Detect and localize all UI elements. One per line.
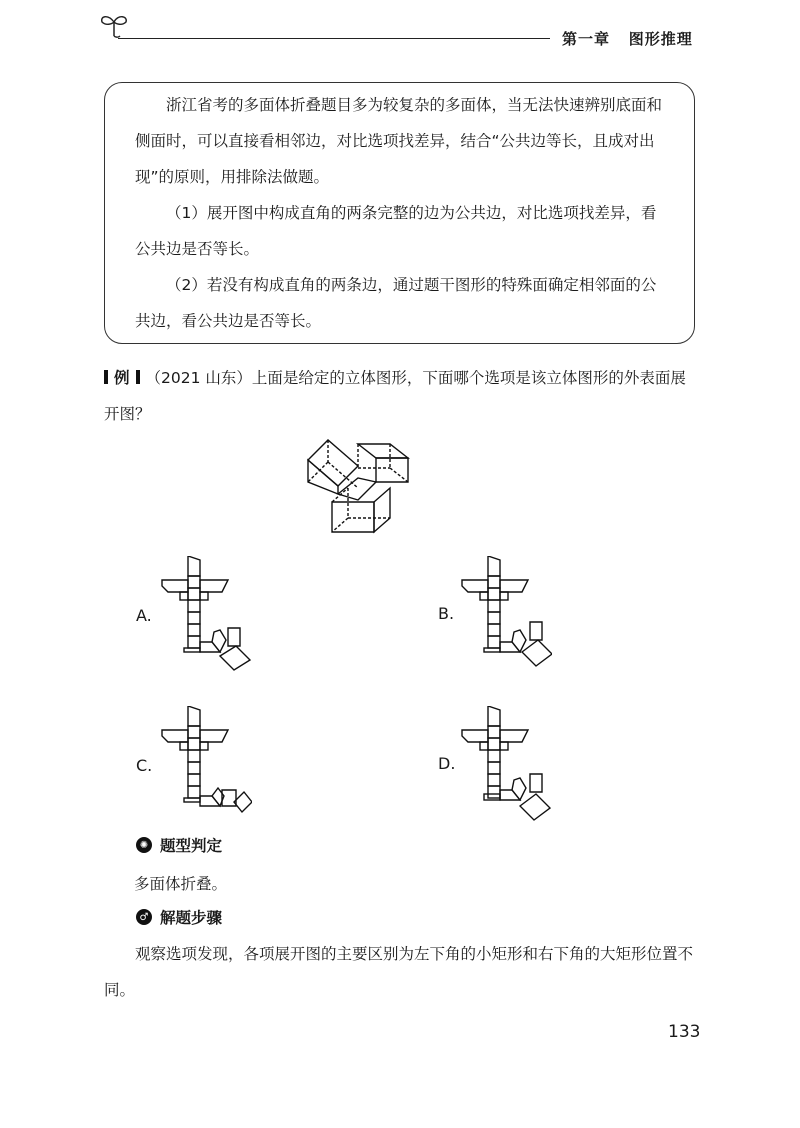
- tip-box: [104, 82, 695, 344]
- option-d-label[interactable]: D.: [438, 754, 456, 773]
- tip-paragraph-3: （2）若没有构成直角的两条边，通过题干图形的特殊面确定相邻面的公共边，看公共边是否等长。: [135, 276, 657, 330]
- tip-paragraph-1: 浙江省考的多面体折叠题目多为较复杂的多面体，当无法快速辨别底面和侧面时，可以直接看相邻边，对比选项找差异，结合“公共边等长，且成对出现”的原则，用排除法做题。: [135, 96, 663, 186]
- type-heading-text: 题型判定: [160, 837, 223, 855]
- sprout-icon: [98, 12, 130, 38]
- option-d-net[interactable]: [460, 706, 552, 824]
- chapter-label: 第一章: [562, 30, 611, 48]
- option-b-net[interactable]: [460, 556, 552, 674]
- steps-heading-text: 解题步骤: [160, 909, 223, 927]
- option-c-label[interactable]: C.: [136, 756, 153, 775]
- example-tag: 例: [114, 369, 130, 387]
- tag-bar-right: [136, 370, 140, 384]
- key-icon: ♂: [136, 909, 152, 925]
- example-question: [104, 360, 700, 432]
- option-a-net[interactable]: [160, 556, 252, 674]
- section-label: 图形推理: [628, 30, 693, 48]
- chapter-header: [562, 28, 693, 49]
- tip-paragraph-2: （1）展开图中构成直角的两条完整的边为公共边，对比选项找差异，看公共边是否等长。: [135, 204, 657, 258]
- question-text: （2021 山东）上面是给定的立体图形，下面哪个选项是该立体图形的外表面展开图？: [104, 369, 686, 423]
- option-a-label[interactable]: A.: [136, 606, 152, 625]
- solid-figure: [298, 432, 424, 536]
- page-number: 133: [668, 1022, 701, 1042]
- option-c-net[interactable]: [160, 706, 252, 824]
- header-rule: [118, 38, 550, 39]
- steps-section-text: 观察选项发现，各项展开图的主要区别为左下角的小矩形和右下角的大矩形位置不同。: [104, 945, 694, 999]
- option-b-label[interactable]: B.: [438, 604, 455, 623]
- tag-bar-left: [104, 370, 108, 384]
- type-section-text: 多面体折叠。: [134, 875, 228, 893]
- sun-icon: ✺: [136, 837, 152, 853]
- steps-section-heading: [136, 906, 222, 928]
- type-section-heading: [136, 834, 222, 856]
